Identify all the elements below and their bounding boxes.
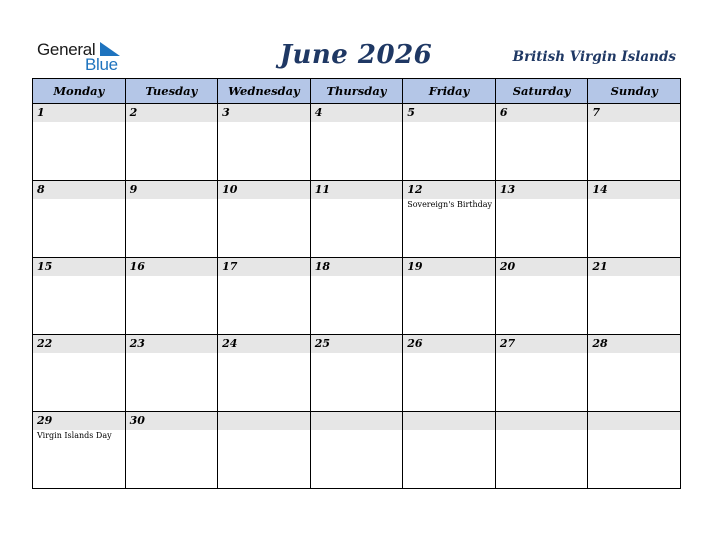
logo-general-text: General: [37, 40, 96, 59]
day-cell: [310, 181, 403, 258]
day-cell: [310, 104, 403, 181]
day-number: 25: [311, 335, 403, 353]
weekday-header: Saturday: [495, 79, 588, 104]
day-number: 12: [403, 181, 495, 199]
day-number: 26: [403, 335, 495, 353]
day-cell: [33, 412, 126, 489]
day-cell: [218, 258, 311, 335]
day-number: 14: [588, 181, 680, 199]
day-cell: [125, 104, 218, 181]
day-cell: [33, 181, 126, 258]
day-number: 7: [588, 104, 680, 122]
day-number: 20: [496, 258, 588, 276]
day-cell: [310, 335, 403, 412]
day-cell: [588, 104, 681, 181]
day-number: 19: [403, 258, 495, 276]
day-cell: [310, 412, 403, 489]
week-row: [33, 335, 681, 412]
day-cell: [218, 104, 311, 181]
day-number: 28: [588, 335, 680, 353]
weekday-header: Tuesday: [125, 79, 218, 104]
day-number: [403, 412, 495, 430]
day-number: 27: [496, 335, 588, 353]
logo-blue-text: Blue: [85, 55, 118, 74]
day-cell: [125, 412, 218, 489]
weekday-header: Wednesday: [218, 79, 311, 104]
week-row: [33, 412, 681, 489]
day-cell: [218, 181, 311, 258]
day-number: 22: [33, 335, 125, 353]
weekday-header-row: [33, 79, 681, 104]
day-cell: [403, 258, 496, 335]
calendar-grid: [32, 78, 681, 489]
day-cell: [310, 258, 403, 335]
day-cell: [403, 335, 496, 412]
region-label: British Virgin Islands: [512, 49, 676, 65]
day-cell: [495, 258, 588, 335]
day-number: 8: [33, 181, 125, 199]
day-cell: [588, 258, 681, 335]
page-title: June 2026: [279, 40, 433, 70]
day-cell: [588, 335, 681, 412]
day-number: 23: [126, 335, 218, 353]
day-cell: [33, 335, 126, 412]
day-cell: [33, 104, 126, 181]
day-number: 5: [403, 104, 495, 122]
day-cell: [403, 412, 496, 489]
holiday-label: Virgin Islands Day: [37, 431, 112, 440]
weekday-header: Friday: [403, 79, 496, 104]
day-number: [496, 412, 588, 430]
day-cell: [33, 258, 126, 335]
day-cell: [588, 412, 681, 489]
day-number: 15: [33, 258, 125, 276]
day-cell: [588, 181, 681, 258]
day-cell: [218, 412, 311, 489]
weekday-header: Monday: [33, 79, 126, 104]
weekday-header: Sunday: [588, 79, 681, 104]
day-number: 18: [311, 258, 403, 276]
day-number: 9: [126, 181, 218, 199]
day-cell: [125, 181, 218, 258]
day-number: 10: [218, 181, 310, 199]
day-cell: [125, 335, 218, 412]
day-cell: [403, 104, 496, 181]
holiday-label: Sovereign's Birthday: [407, 200, 493, 209]
day-cell: [125, 258, 218, 335]
day-number: 30: [126, 412, 218, 430]
day-number: 29: [33, 412, 125, 430]
day-number: 6: [496, 104, 588, 122]
day-cell: [218, 335, 311, 412]
day-number: 11: [311, 181, 403, 199]
day-number: 21: [588, 258, 680, 276]
day-number: [588, 412, 680, 430]
day-cell: [495, 181, 588, 258]
week-row: [33, 181, 681, 258]
day-cell: [495, 412, 588, 489]
day-cell: [495, 335, 588, 412]
day-number: 3: [218, 104, 310, 122]
week-row: [33, 104, 681, 181]
day-number: 16: [126, 258, 218, 276]
day-number: 17: [218, 258, 310, 276]
day-cell: [495, 104, 588, 181]
day-number: 4: [311, 104, 403, 122]
day-number: [311, 412, 403, 430]
day-number: [218, 412, 310, 430]
day-number: 24: [218, 335, 310, 353]
day-number: 2: [126, 104, 218, 122]
day-number: 1: [33, 104, 125, 122]
week-row: [33, 258, 681, 335]
day-number: 13: [496, 181, 588, 199]
weekday-header: Thursday: [310, 79, 403, 104]
day-cell: [403, 181, 496, 258]
